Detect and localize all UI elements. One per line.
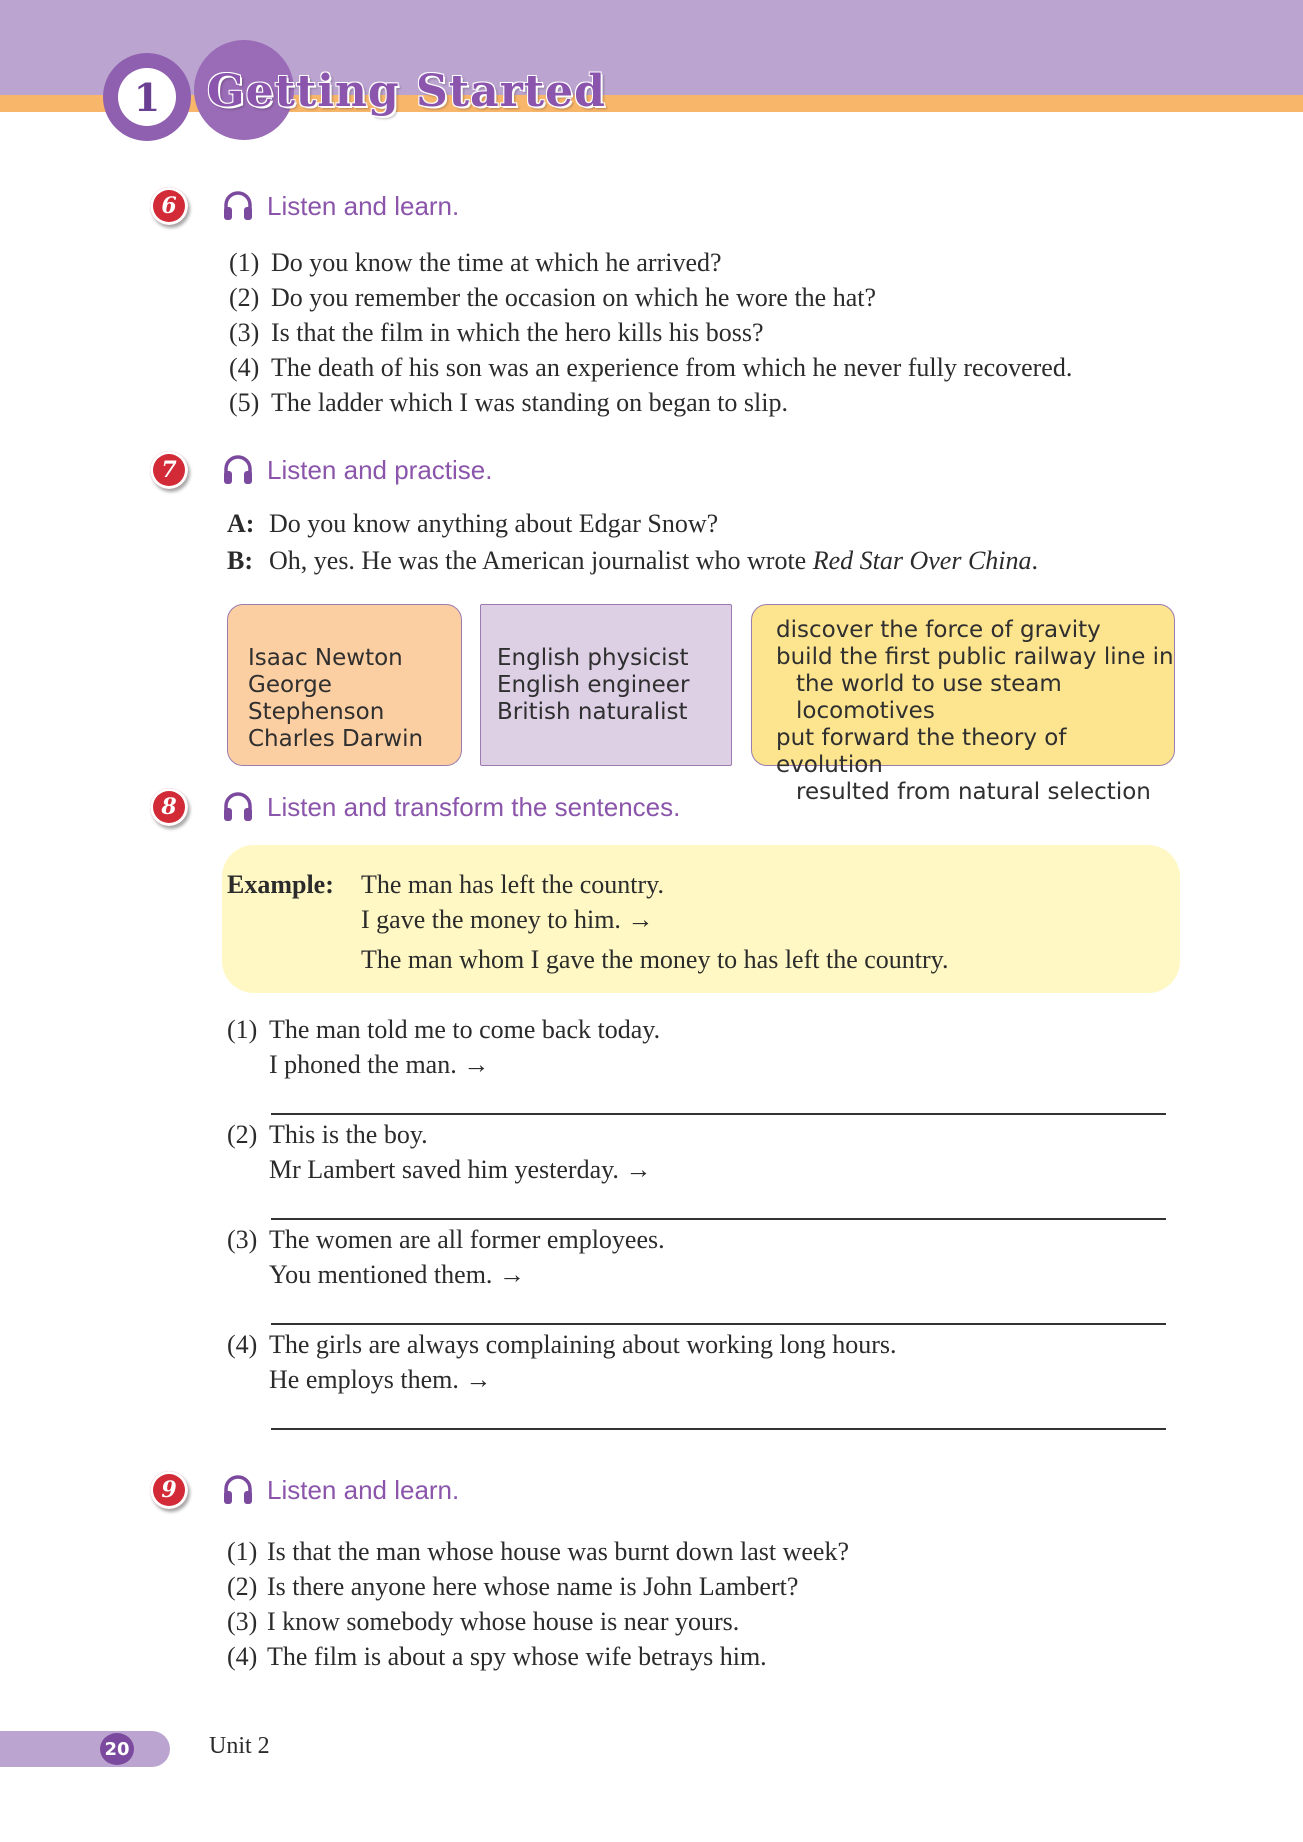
list-item: (1) Is that the man whose house was burnt down last week? <box>227 1537 849 1566</box>
names-card <box>227 604 462 766</box>
dialogue-line-a: A: Do you know anything about Edgar Snow? <box>227 509 719 538</box>
footer-bar <box>0 1731 170 1767</box>
section-number-badge: 6 <box>150 187 188 225</box>
list-item: (2) Do you remember the occasion on which he wore the hat? <box>229 283 877 312</box>
example-line: The man has left the country. <box>361 870 664 899</box>
section-number-badge: 8 <box>150 788 188 826</box>
section-7-heading <box>150 448 492 492</box>
dialogue-line-b: B: Oh, yes. He was the American journalist who wrote Red Star Over China. <box>227 546 1039 575</box>
achievements-card <box>751 604 1175 805</box>
answer-line[interactable] <box>271 1428 1166 1430</box>
answer-line[interactable] <box>271 1113 1166 1115</box>
list-item: (1) Do you know the time at which he arrived? <box>229 248 722 277</box>
card-text: resulted from natural selection <box>796 779 1151 805</box>
roles-card <box>480 604 732 766</box>
unit-number-badge <box>103 53 191 141</box>
section-8-heading <box>150 785 680 829</box>
unit-number: 1 <box>118 68 176 126</box>
page-number: 20 <box>100 1733 134 1765</box>
list-item: (2) Is there anyone here whose name is John Lambert? <box>227 1572 799 1601</box>
exercise-item: (3) The women are all former employees. <box>227 1225 665 1254</box>
section-title: Listen and transform the sentences. <box>267 791 681 822</box>
exercise-item-line2: He employs them. → <box>269 1365 492 1394</box>
example-label: Example: <box>227 870 334 899</box>
exercise-item-line2: You mentioned them. → <box>269 1260 525 1289</box>
list-item: (3) I know somebody whose house is near yours. <box>227 1607 740 1636</box>
list-item: (4) The death of his son was an experience from which he never fully recovered. <box>229 353 1073 382</box>
headphones-icon[interactable] <box>221 453 255 487</box>
card-text: put forward the theory of evolution <box>776 725 1067 778</box>
card-text: English physicist <box>497 645 689 671</box>
card-text: discover the force of gravity <box>776 617 1101 643</box>
card-text: Isaac Newton <box>248 645 403 671</box>
section-9-heading <box>150 1468 459 1512</box>
exercise-item: (2) This is the boy. <box>227 1120 428 1149</box>
list-item: (3) Is that the film in which the hero kills his boss? <box>229 318 764 347</box>
example-answer: The man whom I gave the money to has left the country. <box>361 945 949 974</box>
card-text: George Stephenson <box>248 672 385 725</box>
exercise-item-line2: I phoned the man. → <box>269 1050 490 1079</box>
answer-line[interactable] <box>271 1218 1166 1220</box>
headphones-icon[interactable] <box>221 790 255 824</box>
headphones-icon[interactable] <box>221 189 255 223</box>
section-number-badge: 7 <box>150 451 188 489</box>
exercise-item-line2: Mr Lambert saved him yesterday. → <box>269 1155 652 1184</box>
section-title: Listen and practise. <box>267 454 493 485</box>
section-title: Listen and learn. <box>267 1474 460 1505</box>
page-title: Getting Started <box>207 66 606 117</box>
exercise-item: (1) The man told me to come back today. <box>227 1015 661 1044</box>
card-text: British naturalist <box>497 699 688 725</box>
unit-label: Unit 2 <box>209 1733 270 1759</box>
list-item: (5) The ladder which I was standing on began to slip. <box>229 388 788 417</box>
card-text: Charles Darwin <box>248 726 424 752</box>
section-6-heading <box>150 184 459 228</box>
list-item: (4) The film is about a spy whose wife betrays him. <box>227 1642 767 1671</box>
card-text: English engineer <box>497 672 690 698</box>
card-text: the world to use steam locomotives <box>796 671 1062 724</box>
answer-line[interactable] <box>271 1323 1166 1325</box>
example-line: I gave the money to him. → <box>361 905 654 934</box>
exercise-item: (4) The girls are always complaining about working long hours. <box>227 1330 897 1359</box>
section-title: Listen and learn. <box>267 190 460 221</box>
card-text: build the first public railway line in <box>776 644 1174 670</box>
section-number-badge: 9 <box>150 1471 188 1509</box>
headphones-icon[interactable] <box>221 1473 255 1507</box>
